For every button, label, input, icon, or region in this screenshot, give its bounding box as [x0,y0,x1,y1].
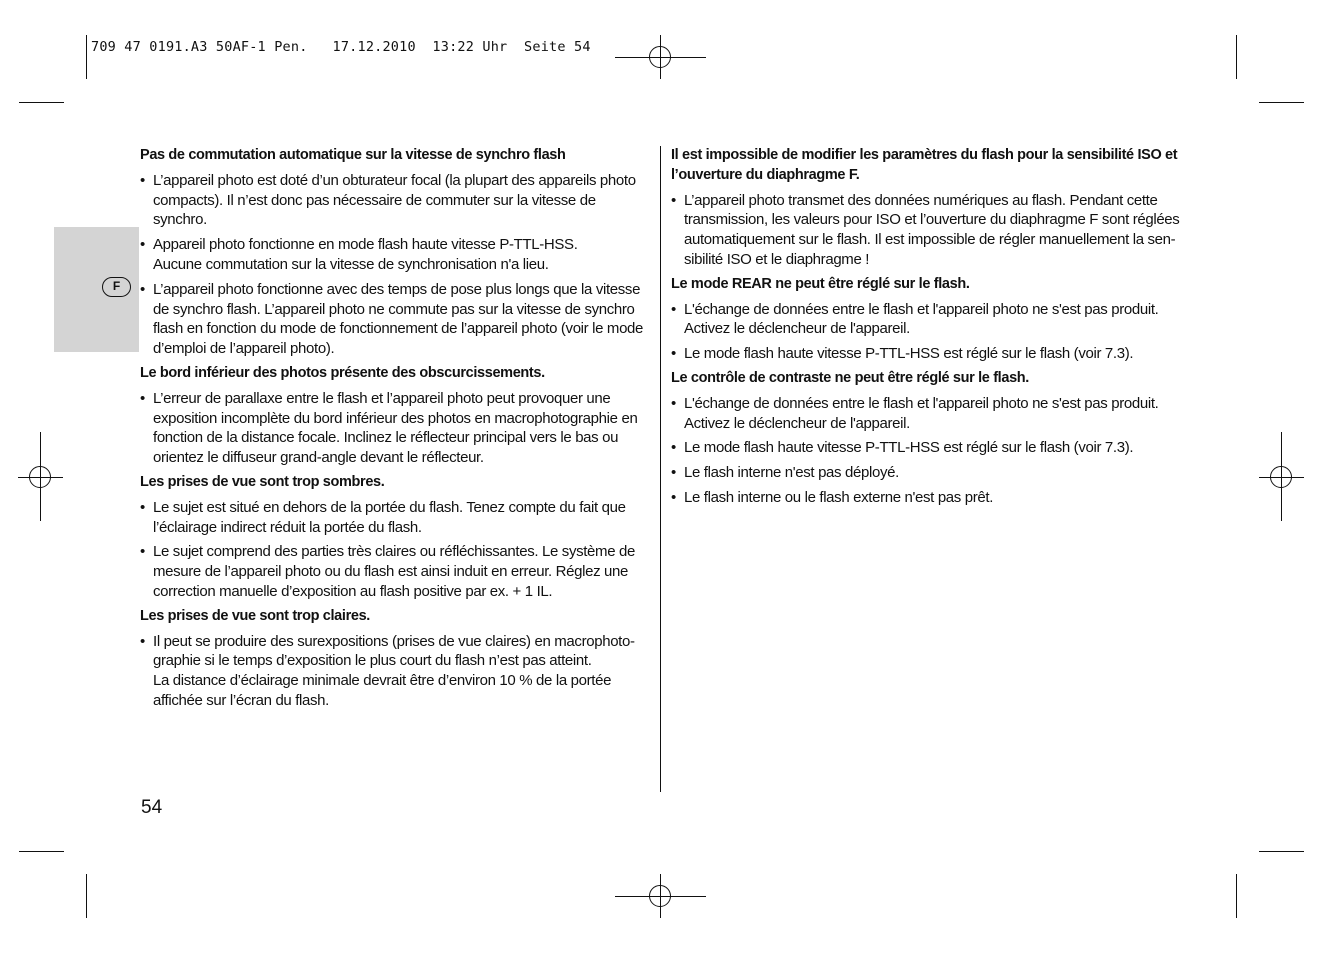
list-item: • L'échange de données entre le flash et l'appareil photo ne s'est pas produit. Activez le déclencheur de l'appareil. [671,394,1186,434]
section-heading: Le bord inférieur des photos présente des obscurcissements. [140,364,545,381]
list-item: • Le mode flash haute vitesse P-TTL-HSS est réglé sur le flash (voir 7.3). [671,438,1186,458]
crop-mark [19,102,64,103]
crop-mark [19,851,64,852]
column-divider [660,146,661,792]
list-item: • Le mode flash haute vitesse P-TTL-HSS est réglé sur le flash (voir 7.3). [671,344,1186,364]
section-heading: Les prises de vue sont trop claires. [140,607,370,624]
list-item: • Il peut se produire des surexpositions (prises de vue claires) en macrophotographie si le temps d’exposition le plus court du flash n’est pas atteint. La distance d’éclairage minimale devrait être d’environ 10 % de la portée affichée sur l’écran du flash. [140,632,652,711]
crop-mark [1236,35,1237,79]
crop-mark [1236,874,1237,918]
crop-mark [86,35,87,79]
section-heading: Le mode REAR ne peut être réglé sur le flash. [671,275,970,292]
right-column [671,146,1186,513]
page-number: 54 [141,797,163,818]
bullet-list [671,300,1186,364]
list-item: • Le flash interne n'est pas déployé. [671,463,1186,483]
list-item: • Le sujet est situé en dehors de la portée du flash. Tenez compte du fait que l’éclairage indirect réduit la portée du flash. [140,498,652,538]
list-item: • L’erreur de parallaxe entre le flash et l’appareil photo peut provoquer une exposition incomplète du bord inférieur des photos en macrophotographie en fonction de la distance focale. Inclinez le réflecteur principal vers le bas ou orientez le diffuseur grand-angle devant le réflecteur. [140,389,652,468]
bullet-list [140,171,652,359]
bullet-list [140,389,652,468]
left-column [140,146,652,716]
crop-mark [86,874,87,918]
crop-mark [1259,102,1304,103]
list-item: • Le sujet comprend des parties très claires ou réfléchissantes. Le système de mesure de l’appareil photo ou du flash est ainsi induit en erreur. Réglez une correction manuelle d’exposition au flash positive par ex. + 1 IL. [140,542,652,601]
list-item: • Le flash interne ou le flash externe n'est pas prêt. [671,488,1186,508]
bullet-list [671,394,1186,508]
print-slug: 709 47 0191.A3 50AF-1 Pen. 17.12.2010 13:22 Uhr Seite 54 [91,39,591,55]
bullet-list [140,498,652,602]
section-heading: Il est impossible de modifier les paramètres du flash pour la sensibilité ISO et l’ouverture du diaphragme F. [671,147,1178,183]
list-item: • L’appareil photo transmet des données numériques au flash. Pendant cette transmission, les valeurs pour ISO et l’ouverture du diaphragme F sont réglées automatiquement sur le flash. Il est impossible de régler manuellement la sensibilité ISO et le diaphragme ! [671,191,1186,270]
list-item: • L’appareil photo est doté d’un obturateur focal (la plupart des appareils photo compacts). Il n’est donc pas nécessaire de commuter sur la vitesse de synchro. [140,171,652,230]
bullet-list [140,632,652,711]
section-heading: Le contrôle de contraste ne peut être réglé sur le flash. [671,369,1029,386]
list-item: • L'échange de données entre le flash et l'appareil photo ne s'est pas produit. Activez le déclencheur de l'appareil. [671,300,1186,340]
language-badge: F [102,277,131,297]
section-heading: Pas de commutation automatique sur la vitesse de synchro flash [140,147,566,163]
list-item: • L’appareil photo fonctionne avec des temps de pose plus longs que la vitesse de synchro flash. L’appareil photo ne commute pas sur la vitesse de synchro flash en fonction du mode de fonctionnement de l’appareil photo (voir le mode d’emploi de l’appareil photo). [140,280,652,359]
bullet-list [671,191,1186,270]
section-heading: Les prises de vue sont trop sombres. [140,473,385,490]
crop-mark [1259,851,1304,852]
list-item: • Appareil photo fonctionne en mode flash haute vitesse P-TTL-HSS. Aucune commutation sur la vitesse de synchronisation n'a lieu. [140,235,652,275]
